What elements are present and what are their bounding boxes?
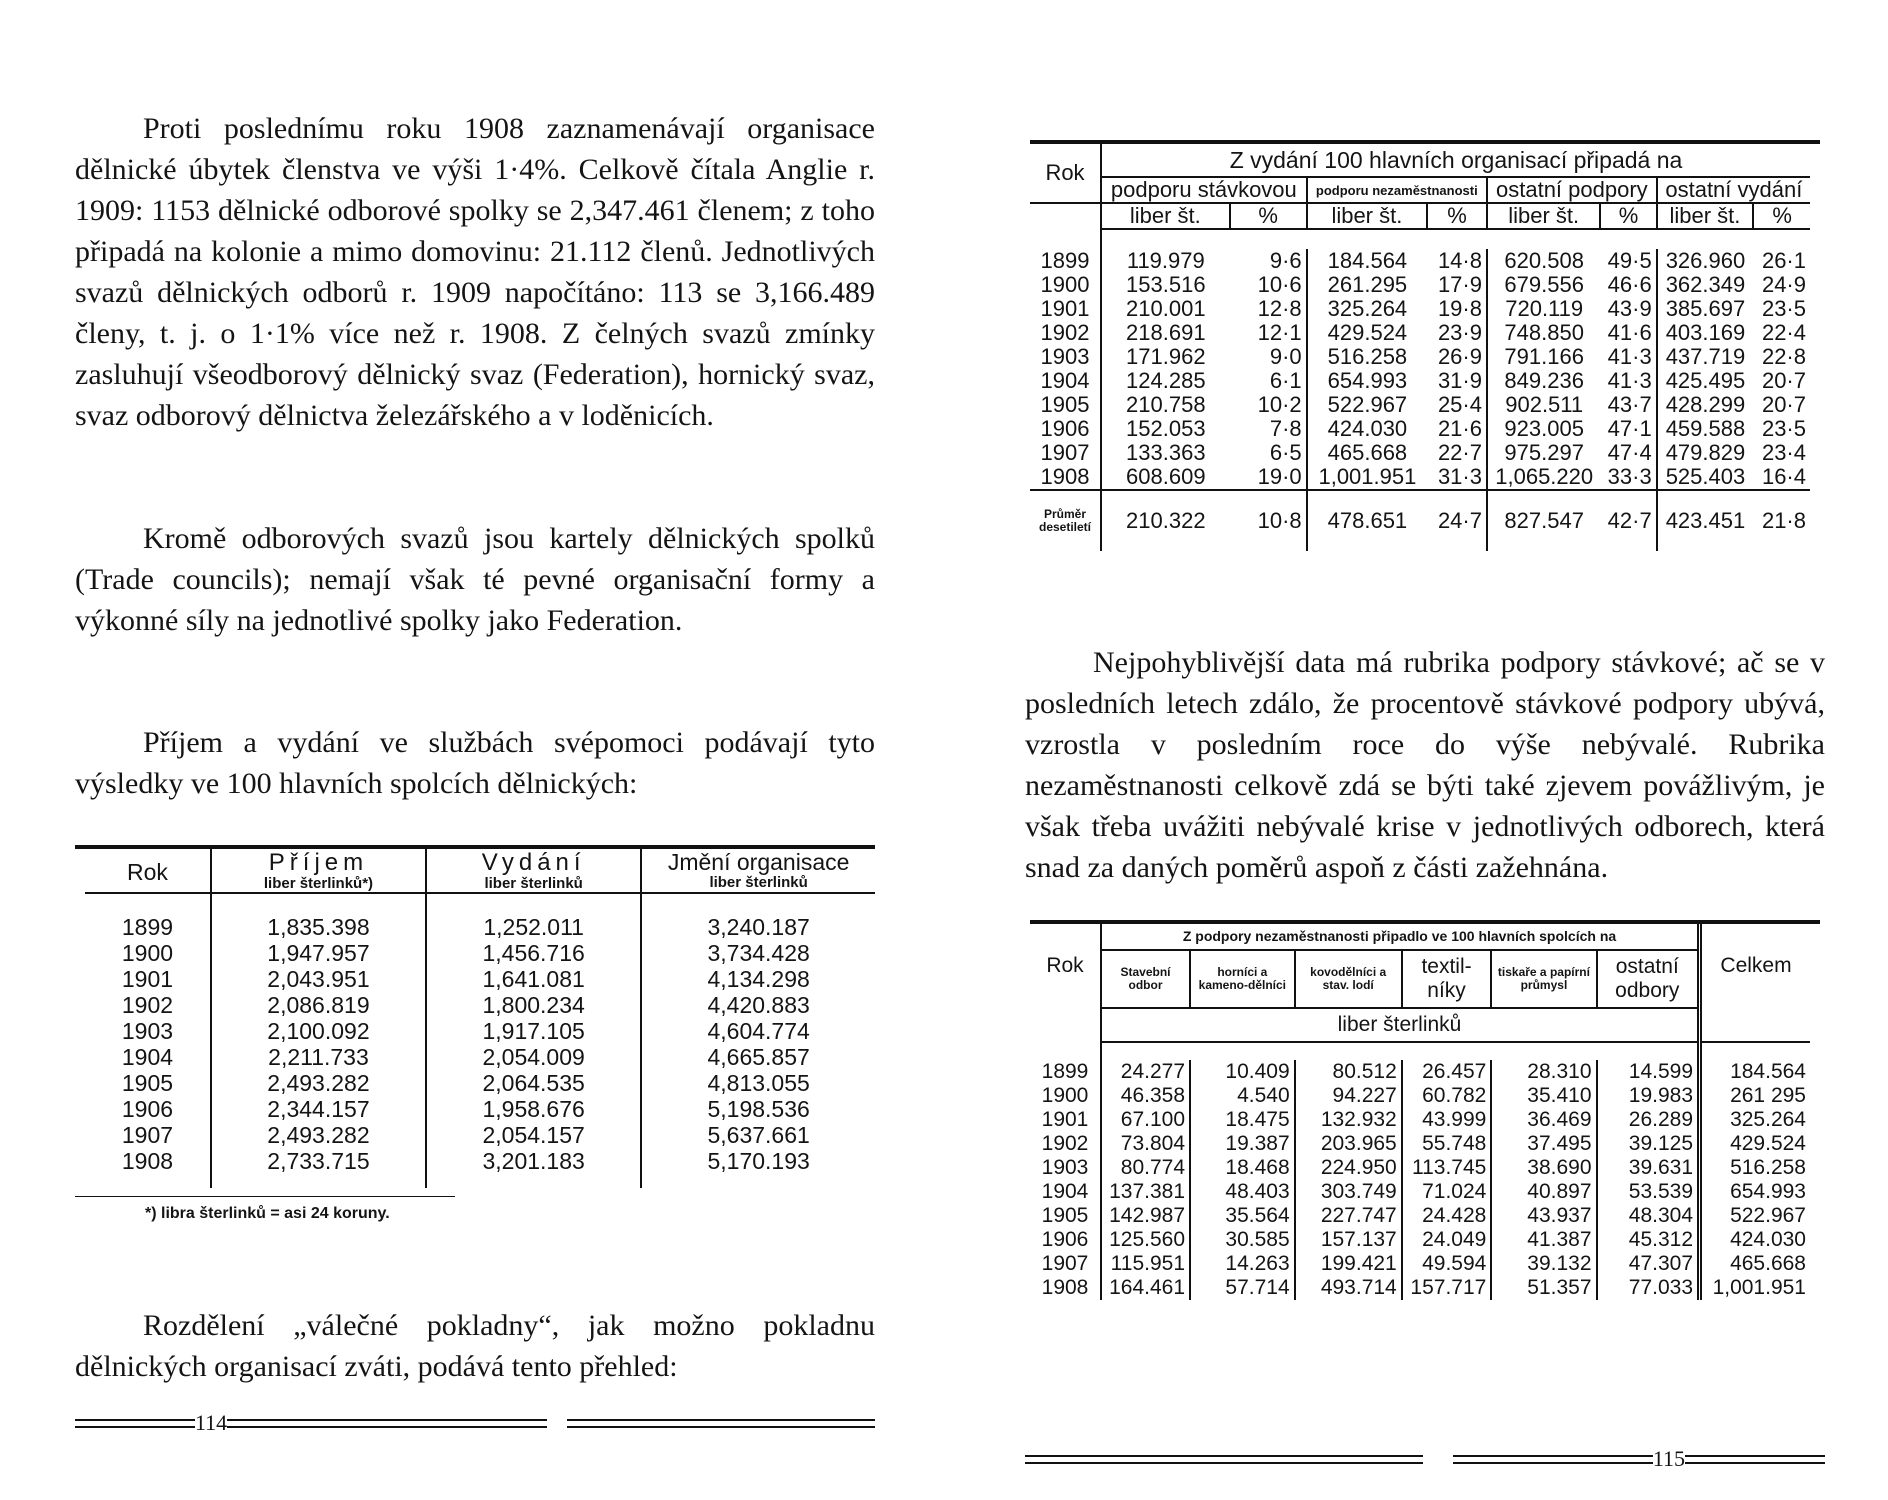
cell-value: 142.987: [1101, 1204, 1190, 1228]
table-row: [1030, 1108, 1810, 1132]
cell-average-value: 10·8: [1257, 508, 1302, 533]
cell-assets: 4,813.055: [641, 1070, 875, 1096]
cell-value: 22·7: [1437, 440, 1482, 465]
table-row: [85, 992, 875, 1018]
cell-value: 303.749: [1295, 1180, 1402, 1204]
cell-value: 1,001.951: [1307, 465, 1428, 490]
cell-value: 49.594: [1402, 1252, 1492, 1276]
cell-value: 203.965: [1295, 1132, 1402, 1156]
cell-year: 1904: [1041, 1180, 1089, 1203]
cell-value: 115.951: [1101, 1252, 1190, 1276]
cell-value: 12·1: [1257, 320, 1302, 345]
cell-year: 1903: [1040, 344, 1090, 369]
cell-value: 31·9: [1437, 368, 1482, 393]
paragraph-war-chest: Rozdělení „válečné pokladny“, jak možno pokladnu dělnických organisací zváti, podává tento přehled:: [75, 1309, 875, 1383]
t3-header-col: tiskaře a papírní průmysl: [1491, 950, 1596, 1008]
cell-value: 437.719: [1657, 345, 1754, 369]
t2-header-year: Rok: [1030, 144, 1101, 203]
cell-value: 124.285: [1101, 369, 1230, 393]
cell-value: 57.714: [1190, 1276, 1295, 1300]
cell-value: 23·5: [1761, 416, 1806, 441]
cell-value: 36.469: [1491, 1108, 1596, 1132]
cell-value: 48.403: [1190, 1180, 1295, 1204]
cell-value: 608.609: [1101, 465, 1230, 490]
cell-value: 55.748: [1402, 1132, 1492, 1156]
cell-value: 41.387: [1491, 1228, 1596, 1252]
t2-units-spacer: [1030, 203, 1101, 229]
cell-value: 6·5: [1269, 440, 1302, 465]
cell-value: 31·3: [1427, 465, 1487, 490]
cell-value: 37.495: [1491, 1132, 1596, 1156]
cell-year: 1899: [121, 914, 174, 940]
table-row: [85, 914, 875, 940]
cell-value: 133.363: [1101, 441, 1230, 465]
table-row: [1030, 369, 1810, 393]
paragraph-trade-councils: Kromě odborových svazů jsou kartely dělnických spolků (Trade councils); nemají však té pevné organisační formy a výkonné síly na jednotlivé spolky jako Federation.: [75, 522, 875, 637]
cell-income: 2,344.157: [211, 1096, 426, 1122]
cell-value: 522.967: [1307, 393, 1428, 417]
cell-value: 19·8: [1437, 296, 1482, 321]
cell-expenditure: 2,064.535: [426, 1070, 641, 1096]
cell-assets: 3,240.187: [641, 914, 875, 940]
table-row: [1030, 1276, 1810, 1300]
cell-value: 6·1: [1269, 368, 1302, 393]
cell-value: 164.461: [1101, 1276, 1190, 1300]
table-row: [1030, 1180, 1810, 1204]
cell-assets: 3,734.428: [641, 940, 875, 966]
cell-income: 1,947.957: [211, 940, 426, 966]
cell-value: 67.100: [1101, 1108, 1190, 1132]
cell-value: 210.001: [1101, 297, 1230, 321]
table-row: [1030, 417, 1810, 441]
unit-libra: liber št.: [1307, 203, 1428, 229]
cell-value: 33·3: [1600, 465, 1656, 490]
cell-assets: 4,665.857: [641, 1044, 875, 1070]
cell-average-value: 210.322: [1101, 490, 1230, 551]
table-row: [85, 1096, 875, 1122]
t3-header-col: horníci a kameno-dělníci: [1190, 950, 1295, 1008]
cell-value: 210.758: [1101, 393, 1230, 417]
cell-value: 23·5: [1761, 296, 1806, 321]
cell-year: 1906: [121, 1096, 174, 1122]
cell-value: 26·1: [1761, 248, 1806, 273]
cell-year: 1899: [1040, 248, 1090, 273]
cell-value: 10.409: [1190, 1060, 1295, 1084]
cell-year: 1907: [121, 1122, 174, 1148]
cell-value: 9·0: [1269, 344, 1302, 369]
t3-title: Z podpory nezaměstnanosti připadlo ve 100 hlavních spolcích na: [1101, 924, 1700, 950]
t2-header-col: ostatní podpory: [1487, 177, 1657, 203]
cell-value: 40.897: [1491, 1180, 1596, 1204]
cell-value: 77.033: [1597, 1276, 1700, 1300]
cell-value: 429.524: [1307, 321, 1428, 345]
cell-value: 975.297: [1487, 441, 1600, 465]
cell-year: 1900: [1040, 272, 1090, 297]
cell-total: 424.030: [1700, 1228, 1811, 1252]
table-row: [85, 1070, 875, 1096]
table-row: [1030, 1228, 1810, 1252]
t3-header-year: Rok: [1046, 954, 1084, 977]
cell-year: 1908: [121, 1148, 174, 1174]
cell-year: 1905: [1040, 392, 1090, 417]
cell-value: 849.236: [1487, 369, 1600, 393]
cell-value: 152.053: [1101, 417, 1230, 441]
cell-year: 1906: [1041, 1228, 1089, 1251]
paragraph-strike-data: Nejpohyblivější data má rubrika podpory stávkové; ač se v posledních letech zdálo, že procentově stávkové podpory ubývá, vzrostla v posledním roce do výše nebývalé. Rubrika nezaměstnanosti celkově zdá se býti také zjevem povážlivým, je však třeba uvážiti nebývalé krise v jednotlivých odborech, která snad za daných poměrů aspoň z části zažehnána.: [1025, 646, 1825, 884]
table-row: [85, 940, 875, 966]
cell-value: 39.631: [1597, 1156, 1700, 1180]
cell-value: 24·9: [1761, 272, 1806, 297]
cell-value: 125.560: [1101, 1228, 1190, 1252]
cell-value: 80.512: [1295, 1060, 1402, 1084]
t3-header-col: Stavební odbor: [1101, 950, 1190, 1008]
cell-year: 1899: [1041, 1060, 1089, 1083]
cell-income: 2,733.715: [211, 1148, 426, 1174]
cell-value: 199.421: [1295, 1252, 1402, 1276]
unemployment-support-table: [1030, 920, 1820, 1300]
cell-assets: 5,198.536: [641, 1096, 875, 1122]
cell-average-value: 24·7: [1437, 508, 1482, 533]
cell-total: 1,001.951: [1700, 1276, 1811, 1300]
cell-year: 1904: [1040, 368, 1090, 393]
cell-value: 47.307: [1597, 1252, 1700, 1276]
cell-year: 1902: [121, 992, 174, 1018]
cell-year: 1900: [121, 940, 174, 966]
cell-average-value: 21·8: [1761, 508, 1806, 533]
cell-expenditure: 1,252.011: [426, 914, 641, 940]
cell-value: 22·4: [1761, 320, 1806, 345]
cell-year: 1904: [121, 1044, 174, 1070]
page-number-left: 114: [75, 1410, 875, 1436]
unit-percent: %: [1230, 203, 1307, 229]
cell-value: 902.511: [1487, 393, 1600, 417]
cell-value: 171.962: [1101, 345, 1230, 369]
cell-year: 1908: [1041, 1276, 1089, 1299]
t2-title: Z vydání 100 hlavních organisací připadá na: [1101, 144, 1810, 177]
table-row: [1030, 1132, 1810, 1156]
table-row: [85, 966, 875, 992]
cell-year: 1905: [121, 1070, 174, 1096]
cell-assets: 5,637.661: [641, 1122, 875, 1148]
cell-value: 43.999: [1402, 1108, 1492, 1132]
cell-average-value: 827.547: [1487, 490, 1600, 551]
cell-total: 522.967: [1700, 1204, 1811, 1228]
cell-value: 22·8: [1761, 344, 1806, 369]
cell-value: 39.125: [1597, 1132, 1700, 1156]
unit-libra: liber št.: [1487, 203, 1600, 229]
cell-value: 16·4: [1753, 465, 1810, 490]
cell-total: 465.668: [1700, 1252, 1811, 1276]
cell-value: 25·4: [1437, 392, 1482, 417]
cell-value: 14·8: [1437, 248, 1482, 273]
table-row: [1030, 393, 1810, 417]
cell-value: 326.960: [1657, 249, 1754, 273]
cell-value: 493.714: [1295, 1276, 1402, 1300]
cell-income: 2,043.951: [211, 966, 426, 992]
t2-header-col: ostatní vydání: [1657, 177, 1810, 203]
cell-year: 1901: [1041, 1108, 1089, 1131]
income-expenditure-table: [75, 845, 875, 1223]
cell-value: 516.258: [1307, 345, 1428, 369]
cell-value: 24.049: [1402, 1228, 1492, 1252]
cell-value: 19.983: [1597, 1084, 1700, 1108]
cell-value: 94.227: [1295, 1084, 1402, 1108]
t3-header-col: ostatní odbory: [1597, 950, 1700, 1008]
cell-value: 47·1: [1607, 416, 1652, 441]
cell-year: 1906: [1040, 416, 1090, 441]
cell-expenditure: 1,917.105: [426, 1018, 641, 1044]
cell-year: 1901: [1040, 296, 1090, 321]
cell-value: 261.295: [1307, 273, 1428, 297]
cell-value: 227.747: [1295, 1204, 1402, 1228]
cell-value: 119.979: [1101, 249, 1230, 273]
cell-value: 1,065.220: [1487, 465, 1600, 490]
t3-header-col: textil-níky: [1402, 950, 1492, 1008]
cell-value: 720.119: [1487, 297, 1600, 321]
table-row: [1030, 249, 1810, 273]
cell-value: 620.508: [1487, 249, 1600, 273]
cell-income: 2,100.092: [211, 1018, 426, 1044]
cell-value: 45.312: [1597, 1228, 1700, 1252]
cell-value: 20·7: [1761, 392, 1806, 417]
cell-value: 362.349: [1657, 273, 1754, 297]
table-row: [1030, 1084, 1810, 1108]
cell-value: 403.169: [1657, 321, 1754, 345]
cell-value: 49·5: [1607, 248, 1652, 273]
cell-expenditure: 2,054.009: [426, 1044, 641, 1070]
cell-total: 325.264: [1700, 1108, 1811, 1132]
cell-value: 24.428: [1402, 1204, 1492, 1228]
cell-value: 113.745: [1402, 1156, 1492, 1180]
table-row: [1030, 1156, 1810, 1180]
cell-total: 516.258: [1700, 1156, 1811, 1180]
footnote-pound: *) libra šterlinků = asi 24 koruny.: [145, 1205, 390, 1222]
cell-value: 4.540: [1190, 1084, 1295, 1108]
cell-income: 2,086.819: [211, 992, 426, 1018]
cell-value: 39.132: [1491, 1252, 1596, 1276]
cell-value: 14.263: [1190, 1252, 1295, 1276]
expenditure-breakdown-table: [1030, 140, 1820, 551]
cell-average-value: 42·7: [1607, 508, 1652, 533]
cell-year: 1902: [1040, 320, 1090, 345]
cell-value: 153.516: [1101, 273, 1230, 297]
cell-value: 132.932: [1295, 1108, 1402, 1132]
cell-total: 429.524: [1700, 1132, 1811, 1156]
table-row: [1030, 441, 1810, 465]
table-row: [85, 1148, 875, 1174]
cell-value: 43·7: [1607, 392, 1652, 417]
cell-value: 748.850: [1487, 321, 1600, 345]
unit-libra: liber št.: [1101, 203, 1230, 229]
cell-value: 424.030: [1307, 417, 1428, 441]
cell-value: 479.829: [1657, 441, 1754, 465]
cell-value: 428.299: [1657, 393, 1754, 417]
cell-value: 53.539: [1597, 1180, 1700, 1204]
cell-income: 2,493.282: [211, 1070, 426, 1096]
cell-expenditure: 2,054.157: [426, 1122, 641, 1148]
cell-income: 2,493.282: [211, 1122, 426, 1148]
header-year: Rok: [85, 849, 211, 893]
cell-value: 654.993: [1307, 369, 1428, 393]
cell-total: 184.564: [1700, 1060, 1811, 1084]
cell-year: 1905: [1041, 1204, 1089, 1227]
table-row: [85, 1122, 875, 1148]
cell-value: 80.774: [1101, 1156, 1190, 1180]
cell-value: 46.358: [1101, 1084, 1190, 1108]
unit-percent: %: [1600, 203, 1656, 229]
unit-percent: %: [1753, 203, 1810, 229]
cell-value: 18.475: [1190, 1108, 1295, 1132]
cell-value: 28.310: [1491, 1060, 1596, 1084]
t2-header-col: podporu stávkovou: [1101, 177, 1307, 203]
cell-value: 41·6: [1607, 320, 1652, 345]
table-row: [1030, 345, 1810, 369]
cell-value: 26.457: [1402, 1060, 1492, 1084]
unit-libra: liber št.: [1657, 203, 1754, 229]
cell-year: 1900: [1041, 1084, 1089, 1107]
cell-year: 1908: [1030, 465, 1101, 490]
cell-value: 791.166: [1487, 345, 1600, 369]
cell-value: 60.782: [1402, 1084, 1492, 1108]
cell-value: 9·6: [1269, 248, 1302, 273]
cell-value: 385.697: [1657, 297, 1754, 321]
cell-value: 679.556: [1487, 273, 1600, 297]
cell-value: 184.564: [1307, 249, 1428, 273]
cell-value: 24.277: [1101, 1060, 1190, 1084]
cell-value: 38.690: [1491, 1156, 1596, 1180]
cell-total: 654.993: [1700, 1180, 1811, 1204]
cell-value: 23·4: [1761, 440, 1806, 465]
cell-value: 218.691: [1101, 321, 1230, 345]
header-expenditure: Vydání liber šterlinků: [426, 849, 641, 893]
cell-value: 21·6: [1437, 416, 1482, 441]
cell-value: 26·9: [1437, 344, 1482, 369]
table-row: [1030, 465, 1810, 490]
table-row: [85, 1044, 875, 1070]
cell-year: 1903: [1041, 1156, 1089, 1179]
table-row: [1030, 321, 1810, 345]
cell-value: 923.005: [1487, 417, 1600, 441]
paragraph-union-membership: Proti poslednímu roku 1908 zaznamenávají organisace dělnické úbytek členstva ve výši 1·4%. Celkově čítala Anglie r. 1909: 1153 dělnické odborové spolky se 2,347.461 členem; z toho připadá na kolonie a mimo domovinu: 21.112 členů. Jednotlivých svazů dělnických odborů r. 1909 napočítáno: 113 se 3,166.489 členy, t. j. o 1·1% více než r. 1908. Z čelných svazů zmínky zasluhují všeodborový dělnický svaz (Federation), hornický svaz, svaz odborový dělnictva železářského a v loděnicích.: [75, 112, 875, 432]
cell-value: 525.403: [1657, 465, 1754, 490]
cell-expenditure: 3,201.183: [426, 1148, 641, 1174]
cell-value: 41·3: [1607, 368, 1652, 393]
cell-value: 459.588: [1657, 417, 1754, 441]
cell-value: 35.564: [1190, 1204, 1295, 1228]
cell-expenditure: 1,641.081: [426, 966, 641, 992]
cell-year: 1902: [1041, 1132, 1089, 1155]
cell-value: 14.599: [1597, 1060, 1700, 1084]
cell-assets: 4,604.774: [641, 1018, 875, 1044]
cell-average-value: 478.651: [1307, 490, 1428, 551]
cell-value: 47·4: [1607, 440, 1652, 465]
cell-value: 19·0: [1230, 465, 1307, 490]
cell-total: 261 295: [1700, 1084, 1811, 1108]
cell-value: 43·9: [1607, 296, 1652, 321]
header-assets: Jmění organisace liber šterlinků: [641, 849, 875, 893]
t3-unit: liber šterlinků: [1101, 1008, 1700, 1042]
cell-value: 23·9: [1437, 320, 1482, 345]
cell-value: 20·7: [1761, 368, 1806, 393]
cell-value: 41·3: [1607, 344, 1652, 369]
cell-assets: 4,134.298: [641, 966, 875, 992]
cell-value: 157.717: [1402, 1276, 1492, 1300]
page-number-right: 115: [1025, 1446, 1825, 1472]
cell-value: 43.937: [1491, 1204, 1596, 1228]
cell-expenditure: 1,800.234: [426, 992, 641, 1018]
cell-average-label: Průměr desetiletí: [1038, 507, 1092, 534]
t2-header-col: podporu nezaměstnanosti: [1307, 177, 1487, 203]
cell-value: 224.950: [1295, 1156, 1402, 1180]
t3-header-total: Celkem: [1700, 924, 1811, 1008]
cell-assets: 5,170.193: [641, 1148, 875, 1174]
cell-year: 1903: [121, 1018, 174, 1044]
header-income: Příjem liber šterlinků*): [211, 849, 426, 893]
cell-value: 425.495: [1657, 369, 1754, 393]
cell-value: 157.137: [1295, 1228, 1402, 1252]
cell-value: 30.585: [1190, 1228, 1295, 1252]
cell-value: 10·2: [1257, 392, 1302, 417]
cell-value: 10·6: [1257, 272, 1302, 297]
cell-value: 48.304: [1597, 1204, 1700, 1228]
cell-expenditure: 1,456.716: [426, 940, 641, 966]
cell-year: 1901: [121, 966, 174, 992]
t3-header-col: kovodělníci a stav. lodí: [1295, 950, 1402, 1008]
cell-value: 17·9: [1437, 272, 1482, 297]
cell-year: 1907: [1041, 1252, 1089, 1275]
cell-expenditure: 1,958.676: [426, 1096, 641, 1122]
cell-income: 1,835.398: [211, 914, 426, 940]
table-row: [1030, 1060, 1810, 1084]
cell-value: 7·8: [1269, 416, 1302, 441]
cell-year: 1907: [1040, 440, 1090, 465]
unit-percent: %: [1427, 203, 1487, 229]
table-row: [1030, 1204, 1810, 1228]
cell-average-value: 423.451: [1657, 490, 1754, 551]
table-row: [85, 1018, 875, 1044]
cell-assets: 4,420.883: [641, 992, 875, 1018]
table-row: [1030, 297, 1810, 321]
paragraph-income-intro: Příjem a vydání ve službách svépomoci podávají tyto výsledky ve 100 hlavních spolcích dělnických:: [75, 726, 875, 800]
table-row: [1030, 273, 1810, 297]
cell-value: 26.289: [1597, 1108, 1700, 1132]
cell-value: 325.264: [1307, 297, 1428, 321]
cell-value: 465.668: [1307, 441, 1428, 465]
cell-value: 35.410: [1491, 1084, 1596, 1108]
cell-value: 137.381: [1101, 1180, 1190, 1204]
cell-value: 46·6: [1607, 272, 1652, 297]
cell-value: 51.357: [1491, 1276, 1596, 1300]
cell-value: 71.024: [1402, 1180, 1492, 1204]
cell-value: 18.468: [1190, 1156, 1295, 1180]
table-row: [1030, 1252, 1810, 1276]
cell-value: 12·8: [1257, 296, 1302, 321]
cell-income: 2,211.733: [211, 1044, 426, 1070]
cell-value: 19.387: [1190, 1132, 1295, 1156]
cell-value: 73.804: [1101, 1132, 1190, 1156]
